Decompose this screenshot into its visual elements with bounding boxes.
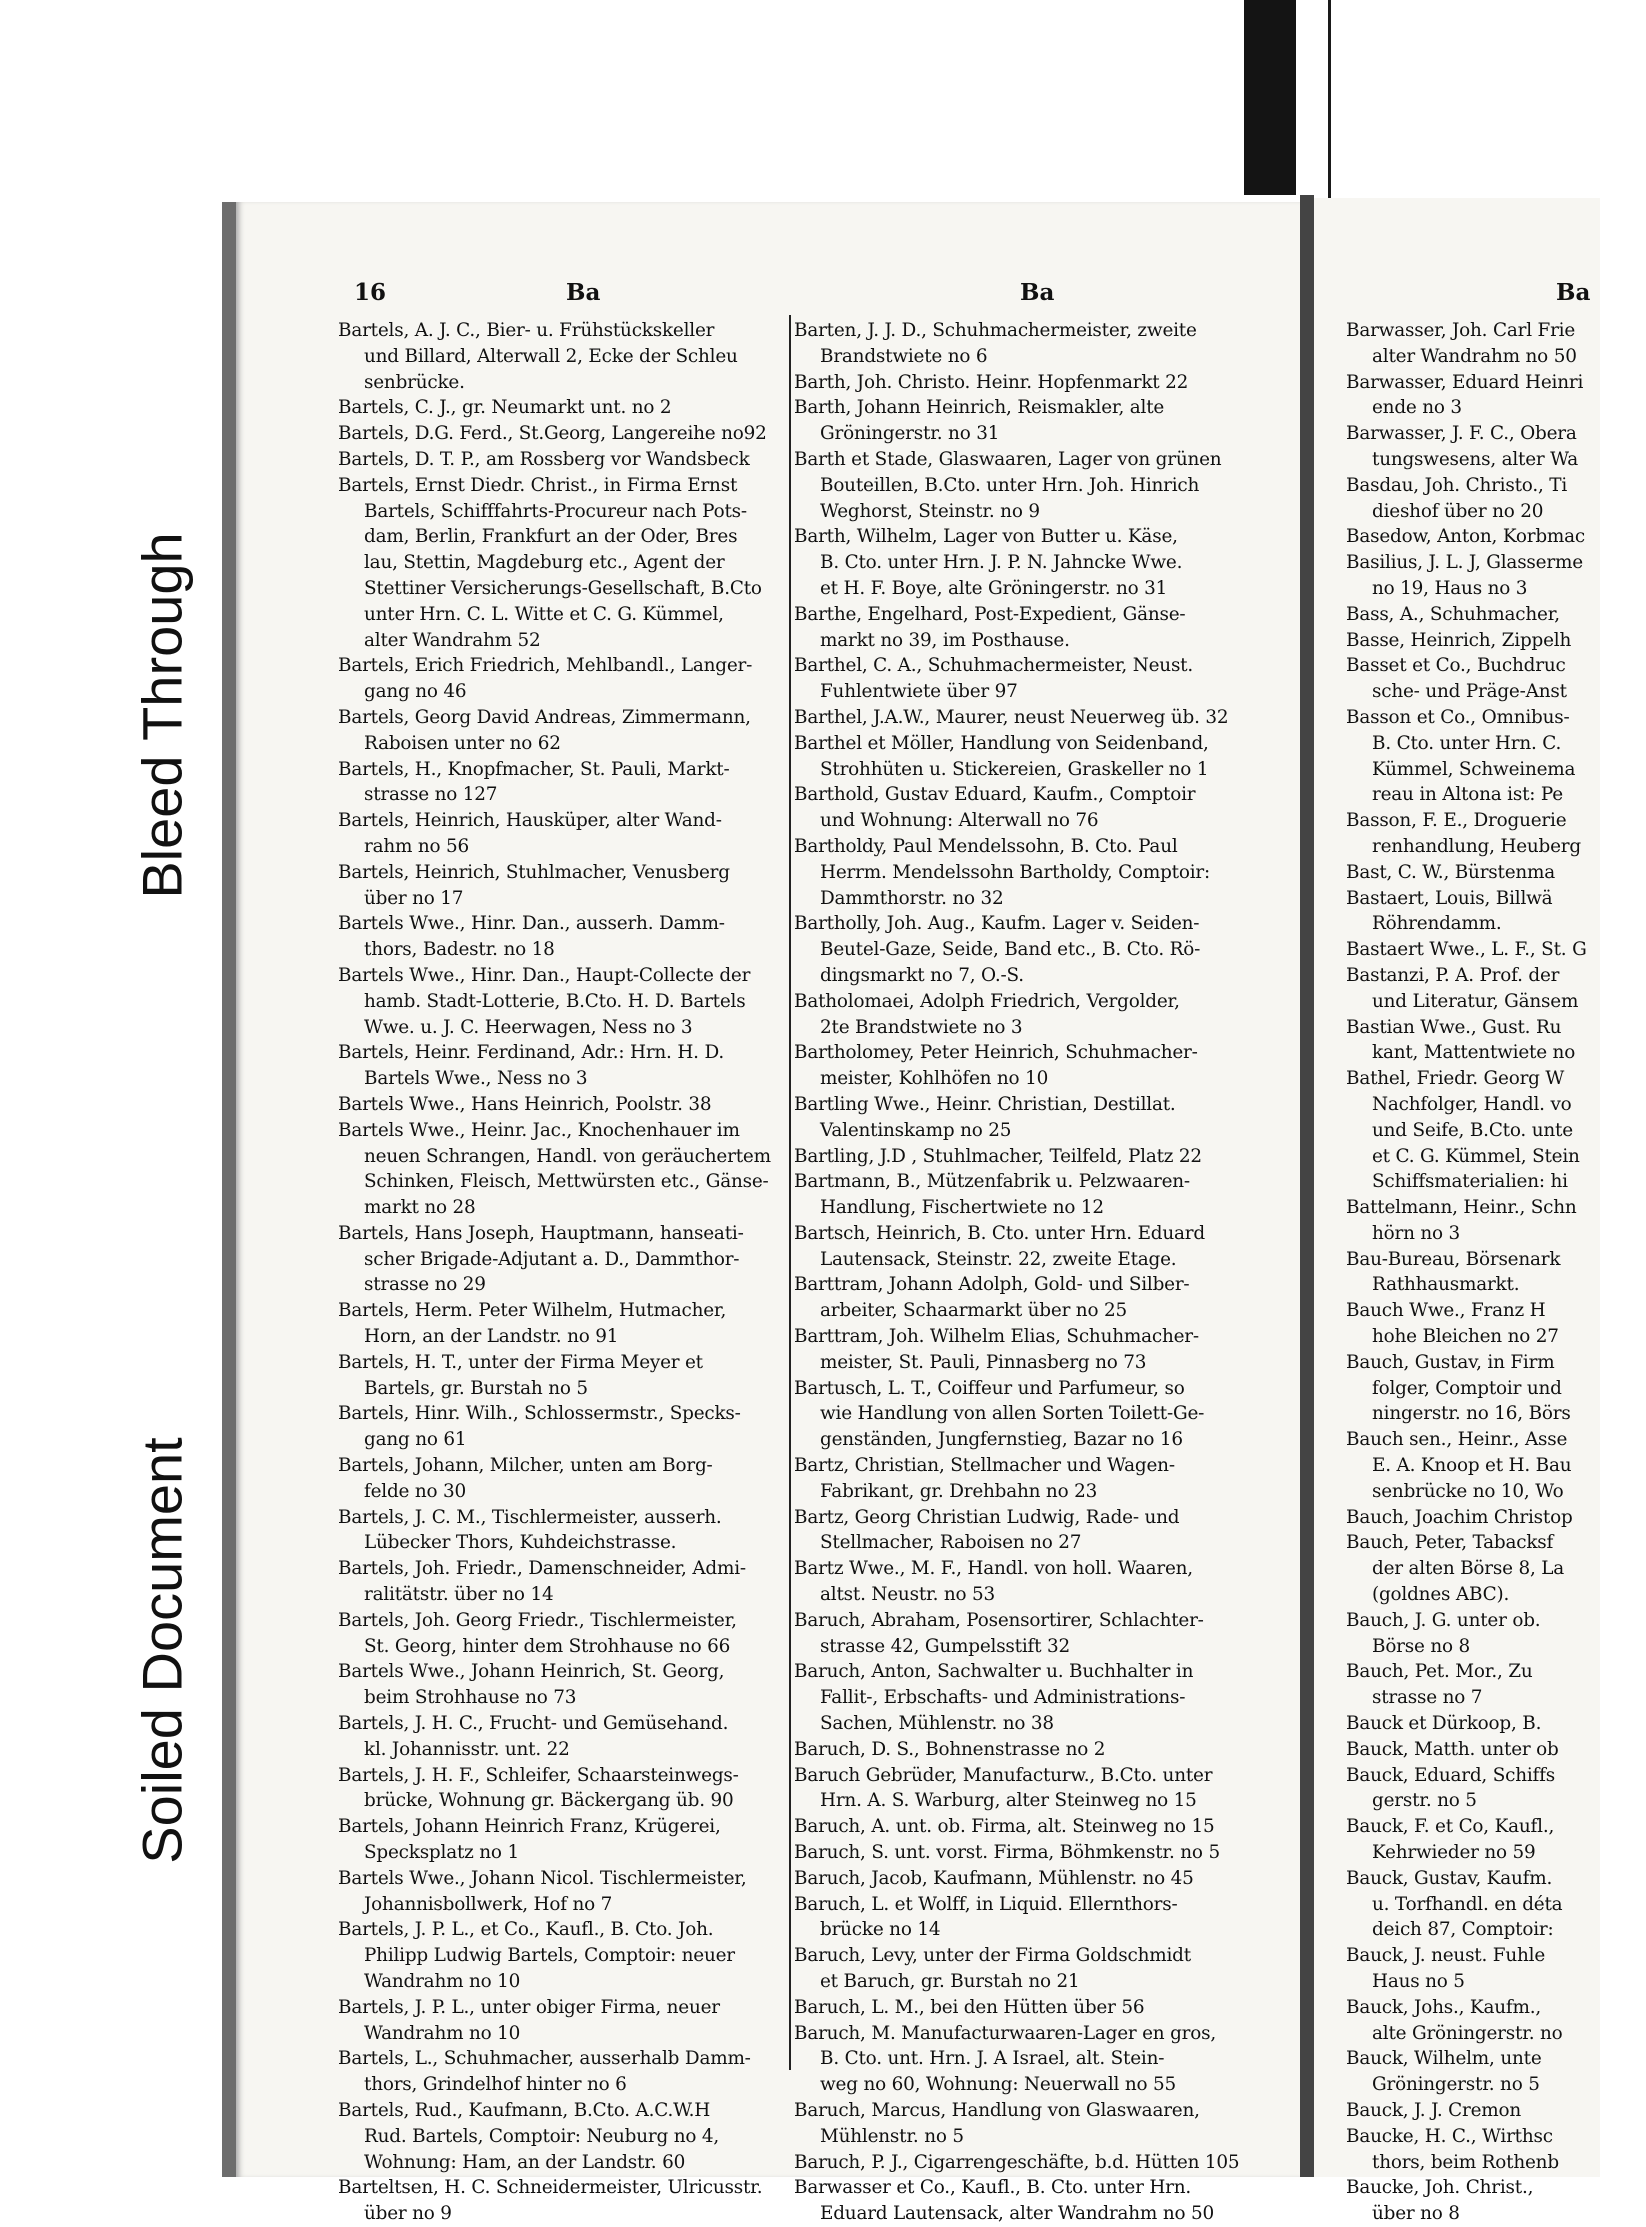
entry-line: Bartels, A. J. C., Bier- u. Frühstückskeller — [338, 320, 715, 341]
entry-line: Basse, Heinrich, Zippelh — [1346, 629, 1572, 651]
entry-line: Bauch, Pet. Mor., Zu — [1346, 1661, 1533, 1683]
entry-line: Barth et Stade, Glaswaaren, Lager von grünen — [794, 448, 1222, 470]
entry-line: Bartels, C. J., gr. Neumarkt unt. no 2 — [338, 397, 672, 419]
entry-continuation-line: Bartels Wwe., Ness no 3 — [364, 1068, 588, 1090]
entry-continuation-line: reau in Altona ist: Pe — [1372, 784, 1563, 806]
entry-line: Barwasser, J. F. C., Obera — [1346, 423, 1577, 445]
entry-line: Barwasser, Joh. Carl Frie — [1346, 320, 1576, 341]
entry-line: Bartels, Herm. Peter Wilhelm, Hutmacher, — [338, 1300, 727, 1322]
entry-line: Bauck, Eduard, Schiffs — [1346, 1764, 1555, 1786]
entry-continuation-line: alter Wandrahm 52 — [364, 629, 541, 651]
entry-continuation-line: gang no 61 — [364, 1429, 467, 1451]
entry-continuation-line: Wwe. u. J. C. Heerwagen, Ness no 3 — [364, 1016, 693, 1038]
entry-line: Bartusch, L. T., Coiffeur und Parfumeur, so — [794, 1377, 1185, 1399]
entry-continuation-line: et Baruch, gr. Burstah no 21 — [820, 1971, 1080, 1992]
entry-line: Bartels, J. P. L., et Co., Kaufl., B. Cto. Joh. — [338, 1919, 714, 1941]
entry-continuation-line: Herrm. Mendelssohn Bartholdy, Comptoir: — [820, 861, 1210, 883]
entry-line: Bauch sen., Heinr., Asse — [1346, 1429, 1568, 1451]
entry-line: Bartels, Erich Friedrich, Mehlbandl., Langer- — [338, 655, 753, 677]
entry-line: Baruch, D. S., Bohnenstrasse no 2 — [794, 1738, 1106, 1760]
soiled-document-text: Soiled Document — [131, 1436, 195, 1864]
entry-line: Barthel, J.A.W., Maurer, neust Neuerweg üb. 32 — [794, 706, 1229, 728]
entry-continuation-line: alte Gröningerstr. no — [1372, 2022, 1563, 2044]
entry-line: Bartholly, Joh. Aug., Kaufm. Lager v. Seiden- — [794, 913, 1200, 935]
entry-continuation-line: strasse 42, Gumpelsstift 32 — [820, 1635, 1070, 1657]
entry-continuation-line: E. A. Knoop et H. Bau — [1372, 1455, 1572, 1477]
entry-line: Bartels, Heinr. Ferdinand, Adr.: Hrn. H. D. — [338, 1042, 725, 1064]
entry-line: Bast, C. W., Bürstenma — [1346, 861, 1556, 883]
entry-continuation-line: und Seife, B.Cto. unte — [1372, 1119, 1573, 1141]
entry-line: Bauch, Peter, Tabacksf — [1346, 1532, 1554, 1554]
entry-continuation-line: dingsmarkt no 7, O.-S. — [820, 964, 1024, 986]
entry-line: Baruch, L. M., bei den Hütten über 56 — [794, 1996, 1145, 2018]
entry-continuation-line: Johannisbollwerk, Hof no 7 — [364, 1893, 613, 1915]
entry-continuation-line: Brandstwiete no 6 — [820, 345, 988, 367]
entry-continuation-line: genständen, Jungfernstieg, Bazar no 16 — [820, 1429, 1183, 1451]
entry-continuation-line: Horn, an der Landstr. no 91 — [364, 1326, 619, 1348]
entry-continuation-line: B. Cto. unt. Hrn. J. A Israel, alt. Stein- — [820, 2048, 1165, 2070]
entry-line: Bartels, J. H. F., Schleifer, Schaarsteinwegs- — [338, 1764, 739, 1786]
entry-continuation-line: thors, beim Rothenb — [1372, 2151, 1559, 2173]
entry-line: Basdau, Joh. Christo., Ti — [1346, 474, 1568, 496]
entry-line: Bartels, D. T. P., am Rossberg vor Wandsbeck — [338, 448, 750, 470]
entry-continuation-line: Rathhausmarkt. — [1372, 1274, 1520, 1296]
entry-continuation-line: Fabrikant, gr. Drehbahn no 23 — [820, 1480, 1098, 1502]
entry-continuation-line: Raboisen unter no 62 — [364, 732, 561, 754]
page-number: 16 — [354, 279, 387, 306]
middle-column-heading: Ba — [1020, 279, 1055, 306]
entry-line: Barwasser, Eduard Heinri — [1346, 371, 1584, 393]
entry-line: Bartels, Joh. Georg Friedr., Tischlermeister, — [338, 1609, 737, 1631]
entry-line: Bartels, Rud., Kaufmann, B.Cto. A.C.W.H — [338, 2099, 711, 2121]
entry-continuation-line: Lautensack, Steinstr. 22, zweite Etage. — [820, 1248, 1177, 1270]
entry-continuation-line: arbeiter, Schaarmarkt über no 25 — [820, 1300, 1127, 1322]
entry-continuation-line: neuen Schrangen, Handl. von geräuchertem — [364, 1145, 771, 1167]
entry-line: Barten, J. J. D., Schuhmachermeister, zweite — [794, 320, 1197, 341]
entry-line: Bartz, Georg Christian Ludwig, Rade- und — [794, 1506, 1180, 1528]
entry-continuation-line: Philipp Ludwig Bartels, Comptoir: neuer — [364, 1945, 735, 1967]
entry-continuation-line: strasse no 29 — [364, 1274, 486, 1296]
entry-continuation-line: thors, Badestr. no 18 — [364, 939, 555, 961]
entry-line: Bau-Bureau, Börsenark — [1346, 1248, 1561, 1270]
entry-line: Bauck, J. neust. Fuhle — [1346, 1945, 1546, 1967]
entry-continuation-line: Börse no 8 — [1372, 1635, 1471, 1657]
left-column-heading: Ba — [566, 279, 601, 306]
entry-continuation-line: Schinken, Fleisch, Mettwürsten etc., Gänse- — [364, 1171, 769, 1193]
entry-line: Baruch, M. Manufacturwaaren-Lager en gros, — [794, 2022, 1217, 2044]
entry-line: Bartels, Johann Heinrich Franz, Krügerei, — [338, 1816, 721, 1838]
entry-continuation-line: Wandrahm no 10 — [364, 1971, 521, 1992]
entry-line: Barthold, Gustav Eduard, Kaufm., Comptoir — [794, 784, 1196, 806]
entry-line: Bartling, J.D , Stuhlmacher, Teilfeld, Platz 22 — [794, 1145, 1202, 1167]
entry-continuation-line: lau, Stettin, Magdeburg etc., Agent der — [364, 552, 725, 574]
entry-continuation-line: B. Cto. unter Hrn. J. P. N. Jahncke Wwe. — [820, 552, 1183, 574]
entry-line: Barttram, Johann Adolph, Gold- und Silber- — [794, 1274, 1190, 1296]
entry-continuation-line: Stellmacher, Raboisen no 27 — [820, 1532, 1082, 1554]
entry-continuation-line: Kehrwieder no 59 — [1372, 1842, 1536, 1864]
entry-continuation-line: strasse no 7 — [1372, 1687, 1483, 1709]
entry-continuation-line: Haus no 5 — [1372, 1971, 1465, 1992]
entry-line: Baucke, H. C., Wirthsc — [1346, 2125, 1553, 2147]
entry-continuation-line: dam, Berlin, Frankfurt an der Oder, Bres — [364, 526, 738, 548]
entry-line: Baruch, S. unt. vorst. Firma, Böhmkenstr. no 5 — [794, 1842, 1220, 1864]
entry-continuation-line: Weghorst, Steinstr. no 9 — [820, 500, 1040, 522]
entry-continuation-line: Röhrendamm. — [1372, 913, 1502, 935]
bookmark-ribbon — [1244, 0, 1296, 195]
entry-continuation-line: senbrücke. — [364, 371, 465, 393]
entry-line: Bartels Wwe., Heinr. Jac., Knochenhauer im — [338, 1119, 740, 1141]
entry-continuation-line: Bartels, Schifffahrts-Procureur nach Pots- — [364, 500, 747, 522]
entry-line: Battelmann, Heinr., Schn — [1346, 1197, 1577, 1219]
entry-continuation-line: St. Georg, hinter dem Strohhause no 66 — [364, 1635, 731, 1657]
entry-continuation-line: dieshof über no 20 — [1372, 500, 1544, 522]
entry-line: Bartels, Heinrich, Stuhlmacher, Venusberg — [338, 861, 730, 883]
entry-continuation-line: Beutel-Gaze, Seide, Band etc., B. Cto. Rö- — [820, 939, 1201, 961]
entry-continuation-line: deich 87, Comptoir: — [1372, 1919, 1554, 1941]
entry-continuation-line: meister, Kohlhöfen no 10 — [820, 1068, 1049, 1090]
entry-continuation-line: hörn no 3 — [1372, 1222, 1461, 1244]
entry-line: Baruch, Levy, unter der Firma Goldschmidt — [794, 1945, 1191, 1967]
entry-line: Bartels, J. H. C., Frucht- und Gemüsehand. — [338, 1713, 729, 1735]
soiled-document-label — [115, 1350, 210, 1950]
entry-continuation-line: Strohhüten u. Stickereien, Graskeller no 1 — [820, 758, 1209, 780]
entry-continuation-line: Gröningerstr. no 31 — [820, 423, 1000, 445]
entry-continuation-line: weg no 60, Wohnung: Neuerwall no 55 — [820, 2074, 1176, 2096]
entry-continuation-line: markt no 28 — [364, 1197, 476, 1219]
entry-line: Bauch Wwe., Franz H — [1346, 1300, 1546, 1322]
entry-continuation-line: Hrn. A. S. Warburg, alter Steinweg no 15 — [820, 1790, 1197, 1812]
entry-continuation-line: über no 8 — [1372, 2203, 1460, 2225]
entry-line: Bartels, Heinrich, Hausküper, alter Wand- — [338, 810, 722, 832]
entry-continuation-line: kl. Johannisstr. unt. 22 — [364, 1738, 570, 1760]
entry-continuation-line: u. Torfhandl. en déta — [1372, 1893, 1563, 1915]
entry-line: Bartels Wwe., Hinr. Dan., Haupt-Collecte der — [338, 964, 751, 986]
book-gutter — [1300, 195, 1314, 2177]
entry-line: Bass, A., Schuhmacher, — [1346, 603, 1560, 625]
entry-line: Bartels, Joh. Friedr., Damenschneider, Admi- — [338, 1558, 746, 1580]
entry-line: Bartmann, B., Mützenfabrik u. Pelzwaaren- — [794, 1171, 1190, 1193]
right-page-heading: Ba — [1556, 279, 1591, 306]
entry-continuation-line: ralitätstr. über no 14 — [364, 1584, 554, 1606]
entry-continuation-line: alter Wandrahm no 50 — [1372, 345, 1577, 367]
entry-line: Bastaert Wwe., L. F., St. G — [1346, 939, 1587, 961]
entry-line: Baruch Gebrüder, Manufacturw., B.Cto. unter — [794, 1764, 1213, 1786]
entry-continuation-line: (goldnes ABC). — [1372, 1584, 1510, 1606]
entry-continuation-line: Fallit-, Erbschafts- und Administrations- — [820, 1687, 1186, 1709]
entry-continuation-line: brücke, Wohnung gr. Bäckergang üb. 90 — [364, 1790, 734, 1812]
entry-line: Bartz Wwe., M. F., Handl. von holl. Waaren, — [794, 1558, 1193, 1580]
entry-line: Bartsch, Heinrich, B. Cto. unter Hrn. Eduard — [794, 1222, 1205, 1244]
entry-continuation-line: Eduard Lautensack, alter Wandrahm no 50 — [820, 2203, 1214, 2225]
entry-continuation-line: der alten Börse 8, La — [1372, 1558, 1565, 1580]
entry-line: Bartels, J. C. M., Tischlermeister, ausserh. — [338, 1506, 722, 1528]
entry-line: Bastanzi, P. A. Prof. der — [1346, 964, 1560, 986]
entry-continuation-line: 2te Brandstwiete no 3 — [820, 1016, 1023, 1038]
entry-continuation-line: B. Cto. unter Hrn. C. — [1372, 732, 1562, 754]
entry-continuation-line: wie Handlung von allen Sorten Toilett-Ge- — [820, 1403, 1205, 1425]
entry-continuation-line: brücke no 14 — [820, 1919, 941, 1941]
entry-line: Batholomaei, Adolph Friedrich, Vergolder, — [794, 990, 1180, 1012]
entry-line: Bartels Wwe., Hinr. Dan., ausserh. Damm- — [338, 913, 725, 935]
entry-line: Basset et Co., Buchdruc — [1346, 655, 1566, 677]
entry-line: Barth, Johann Heinrich, Reismakler, alte — [794, 397, 1165, 419]
entry-line: Baruch, L. et Wolff, in Liquid. Ellernthors- — [794, 1893, 1178, 1915]
entry-continuation-line: Sachen, Mühlenstr. no 38 — [820, 1713, 1054, 1735]
entry-line: Basedow, Anton, Korbmac — [1346, 526, 1586, 548]
entry-line: Bartels, L., Schuhmacher, ausserhalb Damm- — [338, 2048, 751, 2070]
entry-continuation-line: et C. G. Kümmel, Stein — [1372, 1145, 1580, 1167]
entry-line: Bauck et Dürkoop, B. — [1346, 1713, 1542, 1735]
directory-column-left — [338, 318, 806, 2225]
entry-line: Bartling Wwe., Heinr. Christian, Destillat. — [794, 1093, 1176, 1115]
entry-continuation-line: renhandlung, Heuberg — [1372, 835, 1581, 857]
entry-line: Bartels, Georg David Andreas, Zimmermann, — [338, 706, 751, 728]
entry-line: Bartels, J. P. L., unter obiger Firma, neuer — [338, 1996, 720, 2018]
entry-line: Bauch, Joachim Christop — [1346, 1506, 1573, 1528]
entry-continuation-line: gerstr. no 5 — [1372, 1790, 1477, 1812]
entry-continuation-line: und Literatur, Gänsem — [1372, 990, 1579, 1012]
entry-line: Basson, F. E., Droguerie — [1346, 810, 1567, 832]
entry-continuation-line: meister, St. Pauli, Pinnasberg no 73 — [820, 1351, 1147, 1373]
entry-continuation-line: hohe Bleichen no 27 — [1372, 1326, 1559, 1348]
entry-line: Barthel et Möller, Handlung von Seidenband, — [794, 732, 1209, 754]
entry-continuation-line: unter Hrn. C. L. Witte et C. G. Kümmel, — [364, 603, 724, 625]
entry-line: Bartels Wwe., Johann Heinrich, St. Georg, — [338, 1661, 725, 1683]
entry-continuation-line: Kümmel, Schweinema — [1372, 758, 1576, 780]
entry-continuation-line: strasse no 127 — [364, 784, 498, 806]
entry-continuation-line: thors, Grindelhof hinter no 6 — [364, 2074, 627, 2096]
entry-continuation-line: über no 17 — [364, 887, 464, 909]
entry-continuation-line: Rud. Bartels, Comptoir: Neuburg no 4, — [364, 2125, 719, 2147]
entry-line: Bauck, Wilhelm, unte — [1346, 2048, 1542, 2070]
entry-continuation-line: ningerstr. no 16, Börs — [1372, 1403, 1571, 1425]
entry-continuation-line: Valentinskamp no 25 — [820, 1119, 1012, 1141]
entry-line: Bauch, Gustav, in Firm — [1346, 1351, 1555, 1373]
entry-line: Bartels, Johann, Milcher, unten am Borg- — [338, 1455, 713, 1477]
entry-continuation-line: hamb. Stadt-Lotterie, B.Cto. H. D. Bartels — [364, 990, 746, 1012]
entry-line: Baruch, A. unt. ob. Firma, alt. Steinweg no 15 — [794, 1816, 1215, 1838]
entry-line: Bauch, J. G. unter ob. — [1346, 1609, 1541, 1631]
entry-line: Baruch, P. J., Cigarrengeschäfte, b.d. Hütten 105 — [794, 2151, 1240, 2173]
page-edge-line — [1328, 0, 1331, 205]
entry-line: Bauck, F. et Co, Kaufl., — [1346, 1816, 1555, 1838]
entry-continuation-line: markt no 39, im Posthause. — [820, 629, 1070, 651]
entry-line: Bauck, Matth. unter ob — [1346, 1738, 1559, 1760]
entry-continuation-line: Lübecker Thors, Kuhdeichstrasse. — [364, 1532, 677, 1554]
entry-line: Baruch, Marcus, Handlung von Glaswaaren, — [794, 2099, 1200, 2121]
directory-column-right — [1346, 318, 1646, 2225]
entry-continuation-line: und Billard, Alterwall 2, Ecke der Schleu — [364, 345, 738, 367]
directory-column-middle — [794, 318, 1266, 2225]
entry-line: Baruch, Anton, Sachwalter u. Buchhalter in — [794, 1661, 1194, 1683]
entry-continuation-line: Fuhlentwiete über 97 — [820, 681, 1018, 703]
entry-line: Baruch, Jacob, Kaufmann, Mühlenstr. no 45 — [794, 1867, 1194, 1889]
entry-continuation-line: beim Strohhause no 73 — [364, 1687, 577, 1709]
entry-continuation-line: et H. F. Boye, alte Gröningerstr. no 31 — [820, 577, 1168, 599]
entry-line: Bartels Wwe., Hans Heinrich, Poolstr. 38 — [338, 1093, 712, 1115]
entry-continuation-line: Mühlenstr. no 5 — [820, 2125, 964, 2147]
entry-continuation-line: Schiffsmaterialien: hi — [1372, 1171, 1568, 1193]
entry-continuation-line: sche- und Präge-Anst — [1372, 681, 1567, 703]
entry-continuation-line: Dammthorstr. no 32 — [820, 887, 1004, 909]
entry-line: Bartholomey, Peter Heinrich, Schuhmacher- — [794, 1042, 1198, 1064]
entry-continuation-line: Bartels, gr. Burstah no 5 — [364, 1377, 588, 1399]
entry-continuation-line: rahm no 56 — [364, 835, 470, 857]
entry-continuation-line: Bouteillen, B.Cto. unter Hrn. Joh. Hinrich — [820, 474, 1200, 496]
entry-line: Barth, Joh. Christo. Heinr. Hopfenmarkt 22 — [794, 371, 1189, 393]
entry-continuation-line: Gröningerstr. no 5 — [1372, 2074, 1540, 2096]
entry-continuation-line: scher Brigade-Adjutant a. D., Dammthor- — [364, 1248, 740, 1270]
entry-continuation-line: tungswesens, alter Wa — [1372, 448, 1579, 470]
entry-line: Bartels, D.G. Ferd., St.Georg, Langereihe no92 — [338, 423, 767, 445]
entry-line: Bathel, Friedr. Georg W — [1346, 1068, 1565, 1090]
entry-continuation-line: kant, Mattentwiete no — [1372, 1042, 1576, 1064]
entry-continuation-line: altst. Neustr. no 53 — [820, 1584, 996, 1606]
entry-line: Barth, Wilhelm, Lager von Butter u. Käse, — [794, 526, 1178, 548]
entry-continuation-line: Stettiner Versicherungs-Gesellschaft, B.Cto — [364, 577, 762, 599]
entry-line: Bastaert, Louis, Billwä — [1346, 887, 1553, 909]
bleed-through-label — [115, 425, 210, 1005]
entry-continuation-line: ende no 3 — [1372, 397, 1462, 419]
entry-continuation-line: Specksplatz no 1 — [364, 1842, 519, 1864]
entry-line: Bartz, Christian, Stellmacher und Wagen- — [794, 1455, 1175, 1477]
entry-continuation-line: Nachfolger, Handl. vo — [1372, 1093, 1572, 1115]
entry-line: Baucke, Joh. Christ., — [1346, 2177, 1534, 2199]
entry-line: Bauck, Gustav, Kaufm. — [1346, 1867, 1553, 1889]
entry-line: Bartels Wwe., Johann Nicol. Tischlermeister, — [338, 1867, 747, 1889]
entry-line: Bauck, Johs., Kaufm., — [1346, 1996, 1542, 2018]
entry-continuation-line: über no 9 — [364, 2203, 452, 2225]
entry-line: Barttram, Joh. Wilhelm Elias, Schuhmacher- — [794, 1326, 1199, 1348]
entry-line: Bartels, H., Knopfmacher, St. Pauli, Markt- — [338, 758, 730, 780]
entry-continuation-line: Wandrahm no 10 — [364, 2022, 521, 2044]
entry-continuation-line: senbrücke no 10, Wo — [1372, 1480, 1564, 1502]
entry-line: Bartels, Ernst Diedr. Christ., in Firma Ernst — [338, 474, 738, 496]
entry-continuation-line: Wohnung: Ham, an der Landstr. 60 — [364, 2151, 686, 2173]
entry-line: Barthel, C. A., Schuhmachermeister, Neust. — [794, 655, 1194, 677]
entry-line: Baruch, Abraham, Posensortirer, Schlachter- — [794, 1609, 1204, 1631]
entry-line: Bartholdy, Paul Mendelssohn, B. Cto. Paul — [794, 835, 1178, 857]
entry-line: Barteltsen, H. C. Schneidermeister, Ulricusstr. — [338, 2177, 763, 2199]
bleed-through-text: Bleed Through — [131, 531, 195, 899]
entry-continuation-line: und Wohnung: Alterwall no 76 — [820, 810, 1099, 832]
entry-line: Basilius, J. L. J, Glasserme — [1346, 552, 1583, 574]
entry-continuation-line: folger, Comptoir und — [1372, 1377, 1562, 1399]
entry-continuation-line: felde no 30 — [364, 1480, 467, 1502]
entry-line: Barthe, Engelhard, Post-Expedient, Gänse- — [794, 603, 1186, 625]
entry-line: Basson et Co., Omnibus- — [1346, 706, 1570, 728]
entry-continuation-line: no 19, Haus no 3 — [1372, 577, 1528, 599]
entry-continuation-line: Handlung, Fischertwiete no 12 — [820, 1197, 1104, 1219]
entry-line: Bartels, Hinr. Wilh., Schlossermstr., Specks- — [338, 1403, 741, 1425]
entry-line: Barwasser et Co., Kaufl., B. Cto. unter Hrn. — [794, 2177, 1192, 2199]
entry-line: Bauck, J. J. Cremon — [1346, 2099, 1522, 2121]
entry-line: Bastian Wwe., Gust. Ru — [1346, 1016, 1562, 1038]
entry-line: Bartels, H. T., unter der Firma Meyer et — [338, 1351, 703, 1373]
entry-line: Bartels, Hans Joseph, Hauptmann, hanseati- — [338, 1222, 744, 1244]
entry-continuation-line: gang no 46 — [364, 681, 467, 703]
